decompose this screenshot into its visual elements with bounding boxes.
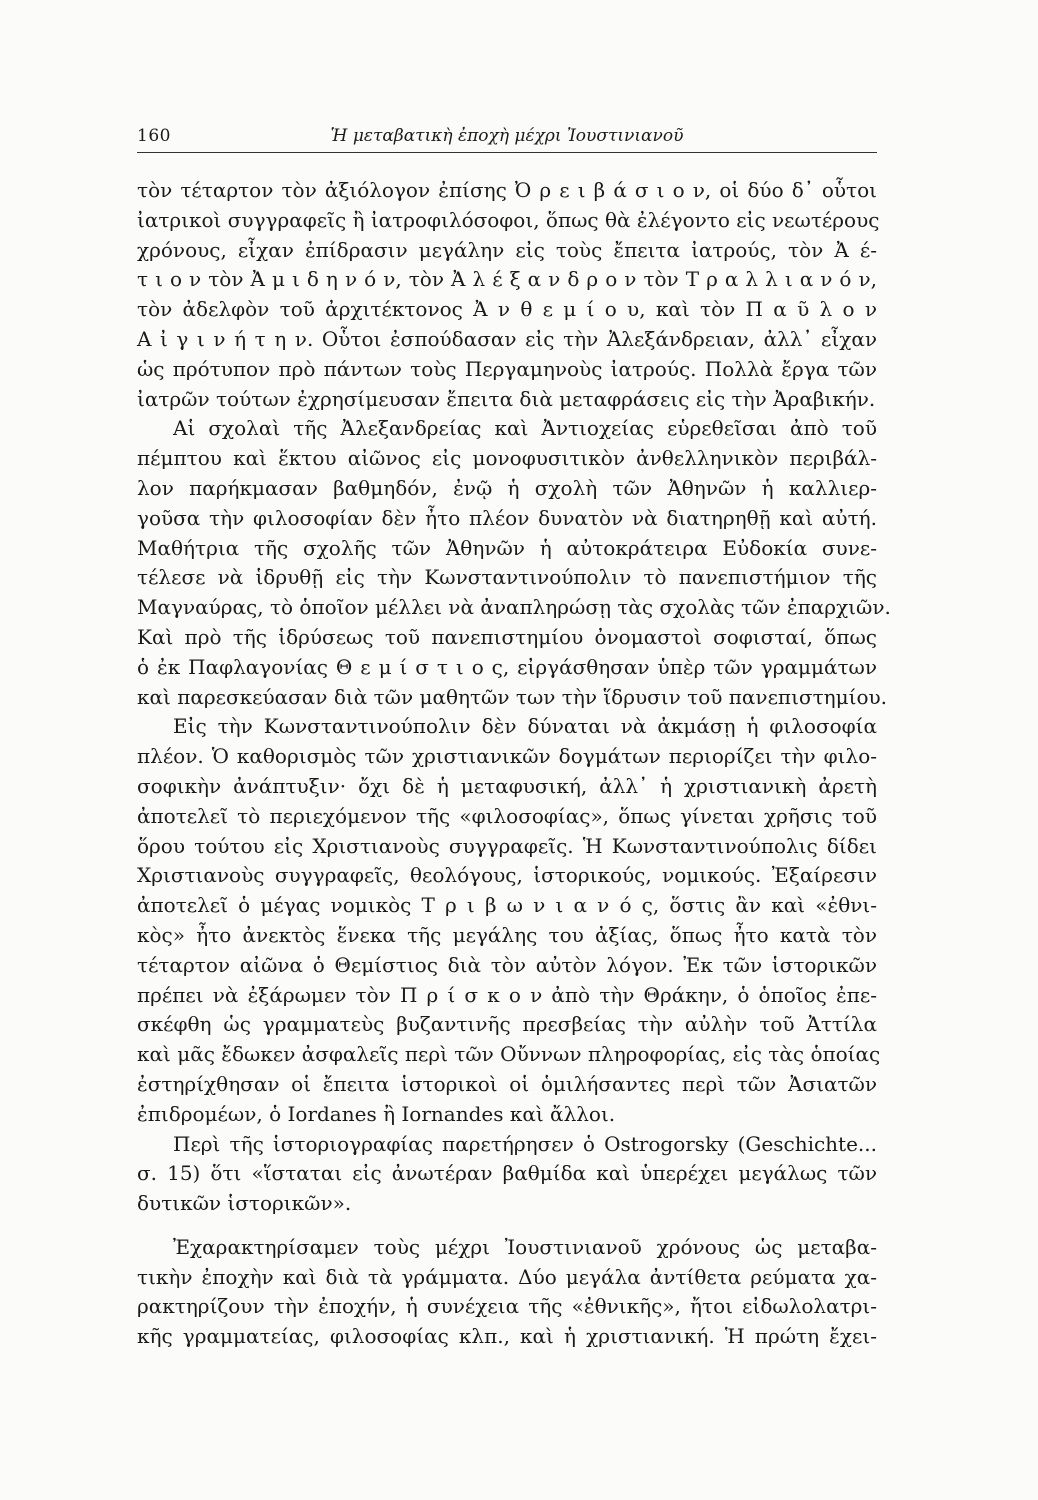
text-line: Εἰς τὴν Κωνσταντινούπολιν δὲν δύναται νὰ ἀκμάσῃ ἡ φιλοσοφία	[173, 714, 877, 739]
text-line: σκέφθη ὡς γραμματεὺς βυζαντινῆς πρεσβείας τὴν αὐλὴν τοῦ Ἀττίλα	[137, 1012, 877, 1037]
text-line: καὶ μᾶς ἔδωκεν ἀσφαλεῖς περὶ τῶν Οὔννων πληροφορίας, εἰς τὰς ὁποίας	[137, 1042, 881, 1067]
text-line: τ ι ο ν τὸν Ἀ μ ι δ η ν ό ν, τὸν Ἀ λ έ ξ α ν δ ρ ο ν τὸν Τ ρ α λ λ ι α ν ό ν,	[137, 267, 877, 292]
page-header	[137, 120, 877, 153]
text-line: χρόνους, εἶχαν ἐπίδρασιν μεγάλην εἰς τοὺς ἔπειτα ἰατρούς, τὸν Ἀ έ-	[137, 237, 877, 262]
text-line: ὅρου τούτου εἰς Χριστιανοὺς συγγραφεῖς. Ἡ Κωνσταντινούπολις δίδει	[137, 833, 877, 858]
text-line: ἰατρῶν τούτων ἐχρησίμευσαν ἔπειτα διὰ μεταφράσεις εἰς τὴν Ἀραβικήν.	[137, 386, 876, 411]
text-line: σ. 15) ὅτι «ἵσταται εἰς ἀνωτέραν βαθμίδα καὶ ὑπερέχει μεγάλως τῶν	[137, 1161, 877, 1186]
text-line: Μαγναύρας, τὸ ὁποῖον μέλλει νὰ ἀναπληρώσῃ τὰς σχολὰς τῶν ἐπαρχιῶν.	[137, 595, 891, 620]
text-line: σοφικὴν ἀνάπτυξιν· ὄχι δὲ ἡ μεταφυσική, ἀλλ᾽ ἡ χριστιανικὴ ἀρετὴ	[137, 773, 877, 798]
running-title: Ἡ μεταβατικὴ ἐποχὴ μέχρι Ἰουστινιανοῦ	[330, 126, 684, 146]
text-line: κῆς γραμματείας, φιλοσοφίας κλπ., καὶ ἡ χριστιανική. Ἡ πρώτη ἔχει-	[137, 1324, 877, 1349]
text-line: ἰατρικοὶ συγγραφεῖς ἢ ἰατροφιλόσοφοι, ὅπως θὰ ἐλέγοντο εἰς νεωτέρους	[137, 207, 880, 232]
text-line: πλέον. Ὁ καθορισμὸς τῶν χριστιανικῶν δογμάτων περιορίζει τὴν φιλο-	[137, 744, 877, 769]
paragraph-5	[137, 1233, 877, 1352]
text-line: Χριστιανοὺς συγγραφεῖς, θεολόγους, ἱστορικούς, νομικούς. Ἐξαίρεσιν	[137, 863, 877, 888]
text-line: δυτικῶν ἱστορικῶν».	[137, 1191, 352, 1216]
text-line: καὶ παρεσκεύασαν διὰ τῶν μαθητῶν των τὴν ἵδρυσιν τοῦ πανεπιστημίου.	[137, 684, 888, 709]
text-line: ὁ ἐκ Παφλαγονίας Θ ε μ ί σ τ ι ο ς, εἰργάσθησαν ὑπὲρ τῶν γραμμάτων	[137, 654, 877, 679]
text-line: τικὴν ἐποχὴν καὶ διὰ τὰ γράμματα. Δύο μεγάλα ἀντίθετα ρεύματα χα-	[137, 1264, 877, 1289]
text-line: γοῦσα τὴν φιλοσοφίαν δὲν ἦτο πλέον δυνατὸν νὰ διατηρηθῇ καὶ αὐτή.	[137, 505, 877, 530]
text-line: κὸς» ἦτο ἀνεκτὸς ἕνεκα τῆς μεγάλης του ἀξίας, ὅπως ἦτο κατὰ τὸν	[137, 922, 877, 947]
text-line: τὸν τέταρτον τὸν ἀξιόλογον ἐπίσης Ὀ ρ ε ι β ά σ ι ο ν, οἱ δύο δ᾽ οὗτοι	[137, 178, 877, 202]
paragraph-2	[137, 414, 891, 712]
paragraph-1	[137, 176, 880, 414]
text-line: Αἱ σχολαὶ τῆς Ἀλεξανδρείας καὶ Ἀντιοχείας εὑρεθεῖσαι ἀπὸ τοῦ	[173, 416, 877, 441]
text-line: τέλεσε νὰ ἱδρυθῇ εἰς τὴν Κωνσταντινούπολιν τὸ πανεπιστήμιον τῆς	[137, 565, 877, 590]
text-line: ἀποτελεῖ ὁ μέγας νομικὸς Τ ρ ι β ω ν ι α ν ό ς, ὅστις ἂν καὶ «ἐθνι-	[137, 893, 877, 918]
text-line: Περὶ τῆς ἱστοριογραφίας παρετήρησεν ὁ Ostrogorsky (Geschichte...	[173, 1131, 877, 1156]
text-line: ἐστηρίχθησαν οἱ ἔπειτα ἱστορικοὶ οἱ ὁμιλήσαντες περὶ τῶν Ἀσιατῶν	[137, 1071, 877, 1096]
body-text	[137, 176, 891, 1352]
text-line: Α ἰ γ ι ν ή τ η ν. Οὗτοι ἐσπούδασαν εἰς τὴν Ἀλεξάνδρειαν, ἀλλ᾽ εἶχαν	[137, 326, 877, 351]
text-line: Μαθήτρια τῆς σχολῆς τῶν Ἀθηνῶν ἡ αὐτοκράτειρα Εὐδοκία συνε-	[137, 535, 877, 560]
paragraph-3	[137, 712, 881, 1129]
text-line: ἀποτελεῖ τὸ περιεχόμενον τῆς «φιλοσοφίας», ὅπως γίνεται χρῆσις τοῦ	[137, 803, 877, 828]
text-line: Ἐχαρακτηρίσαμεν τοὺς μέχρι Ἰουστινιανοῦ χρόνους ὡς μεταβα-	[173, 1234, 877, 1259]
text-line: ὡς πρότυπον πρὸ πάντων τοὺς Περγαμηνοὺς ἰατρούς. Πολλὰ ἔργα τῶν	[137, 356, 877, 381]
text-line: τέταρτον αἰῶνα ὁ Θεμίστιος διὰ τὸν αὐτὸν λόγον. Ἐκ τῶν ἱστορικῶν	[137, 952, 877, 977]
paragraph-4	[137, 1130, 877, 1219]
text-line: ἐπιδρομέων, ὁ Iordanes ἢ Iornandes καὶ ἄλλοι.	[137, 1101, 616, 1126]
page-number: 160	[137, 126, 171, 146]
text-line: πρέπει νὰ ἐξάρωμεν τὸν Π ρ ί σ κ ο ν ἀπὸ τὴν Θράκην, ὁ ὁποῖος ἐπε-	[137, 982, 877, 1007]
text-line: πέμπτου καὶ ἕκτου αἰῶνος εἰς μονοφυσιτικὸν ἀνθελληνικὸν περιβάλ-	[137, 446, 877, 471]
paragraph-gap	[137, 1219, 877, 1233]
text-line: ρακτηρίζουν τὴν ἐποχήν, ἡ συνέχεια τῆς «ἐθνικῆς», ἤτοι εἰδωλολατρι-	[137, 1294, 877, 1319]
text-line: τὸν ἀδελφὸν τοῦ ἀρχιτέκτονος Ἀ ν θ ε μ ί ο υ, καὶ τὸν Π α ῦ λ ο ν	[137, 297, 877, 322]
text-line: λον παρήκμασαν βαθμηδόν, ἐνῷ ἡ σχολὴ τῶν Ἀθηνῶν ἡ καλλιερ-	[137, 475, 877, 500]
text-line: Καὶ πρὸ τῆς ἱδρύσεως τοῦ πανεπιστημίου ὀνομαστοὶ σοφισταί, ὅπως	[137, 624, 877, 649]
